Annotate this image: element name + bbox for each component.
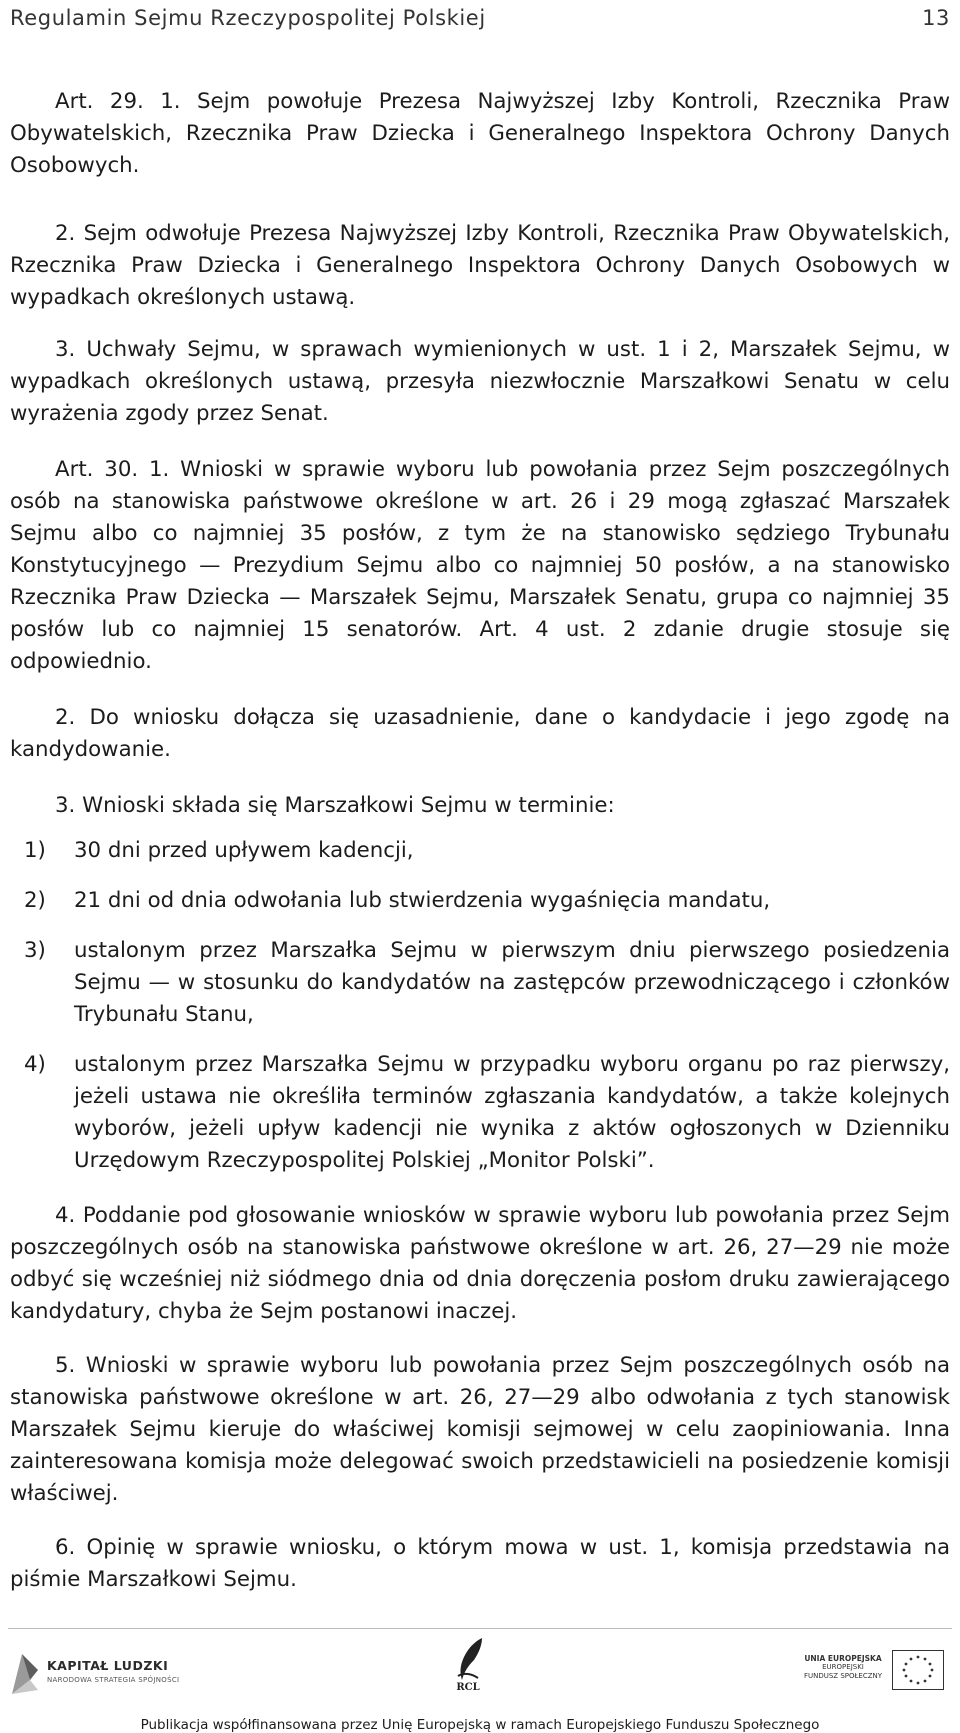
list-item-text: 21 dni od dnia odwołania lub stwierdzenia wygaśnięcia mandatu, [74,888,771,913]
art30-paragraph-6: 6. Opinię w sprawie wniosku, o którym mowa w ust. 1, komisja przedstawia na piśmie Marszałkowi Sejmu. [10,1535,950,1592]
logo-title: KAPITAŁ LUDZKI [47,1658,169,1673]
list-item [10,1049,950,1177]
document-body [10,86,950,1620]
eu-text [798,1654,888,1681]
art29-paragraph-3: 3. Uchwały Sejmu, w sprawach wymienionych w ust. 1 i 2, Marszałek Sejmu, w wypadkach określonych ustawą, przesyła niezwłocznie Marszałkowi Senatu w celu wyrażenia zgody przez Senat. [10,337,950,426]
page-footer [0,1628,960,1732]
list-item-text: ustalonym przez Marszałka Sejmu w pierwszym dniu pierwszego posiedzenia Sejmu — w stosunku do kandydatów na zastępców przewodniczącego i członków Trybunału Stanu, [74,938,950,1027]
page-header [10,3,950,33]
art30-paragraph-4: 4. Poddanie pod głosowanie wniosków w sprawie wyboru lub powołania przez Sejm poszczególnych osób na stanowiska państwowe określone w art. 26, 27—29 nie może odbyć się wcześniej niż siódmego dnia od dnia doręczenia posłom druku zawierającego kandydatury, chyba że Sejm postanowi inaczej. [10,1203,950,1324]
eu-logo [804,1650,954,1696]
list-item [10,835,950,867]
art29-paragraph-2: 2. Sejm odwołuje Prezesa Najwyższej Izby Kontroli, Rzecznika Praw Obywatelskich, Rzecznika Praw Dziecka i Generalnego Inspektora Ochrony Danych Osobowych w wypadkach określonych ustawą. [10,221,950,310]
kapital-ludzki-logo [8,1650,188,1698]
list-item-number: 3) [24,938,46,963]
art29-paragraph-1: Art. 29. 1. Sejm powołuje Prezesa Najwyższej Izby Kontroli, Rzecznika Praw Obywatelskich, Rzecznika Praw Dziecka i Generalnego Inspektora Ochrony Danych Osobowych. [10,89,950,178]
list-item-number: 2) [24,888,46,913]
eu-line-3: FUNDUSZ SPOŁECZNY [803,1672,883,1680]
document-title: Regulamin Sejmu Rzeczypospolitej Polskiej [10,6,486,30]
deadline-list [10,835,950,1177]
eu-line-1: UNIA EUROPEJSKA [804,1654,882,1663]
art30-paragraph-5: 5. Wnioski w sprawie wyboru lub powołania przez Sejm poszczególnych osób na stanowiska państwowe określone w art. 26, 27—29 albo odwołania z tych stanowisk Marszałek Sejmu kieruje do właściwej komisji sejmowej w celu zaopiniowania. Inna zainteresowana komisja może delegować swoich przedstawicieli na posiedzenie komisji właściwej. [10,1353,950,1506]
funding-note: Publikacja współfinansowana przez Unię Europejską w ramach Europejskiego Funduszu Społecznego [140,1717,820,1733]
page-number: 13 [922,6,950,30]
list-item [10,885,950,917]
rcl-logo [438,1636,498,1698]
list-item [10,935,950,1031]
art30-paragraph-2: 2. Do wniosku dołącza się uzasadnienie, dane o kandydacie i jego zgodę na kandydowanie. [10,705,950,762]
list-item-text: 30 dni przed upływem kadencji, [74,838,414,863]
list-item-text: ustalonym przez Marszałka Sejmu w przypadku wyboru organu po raz pierwszy, jeżeli ustawa nie określiła terminów zgłaszania kandydatów, a także kolejnych wyborów, jeżeli upływ kadencji nie wynika z aktów ogłoszonych w Dzienniku Urzędowym Rzeczypospolitej Polskiej „Monitor Polski”. [74,1052,950,1173]
kapital-ludzki-icon [8,1650,42,1696]
logo-subtitle: NARODOWA STRATEGIA SPÓJNOŚCI [47,1676,180,1684]
quill-pen-icon [438,1636,498,1682]
footer-divider [8,1628,952,1629]
list-item-number: 4) [24,1052,46,1077]
eu-flag-icon [892,1650,944,1690]
art30-paragraph-3: 3. Wnioski składa się Marszałkowi Sejmu w terminie: [55,793,615,818]
rcl-label: RCL [456,1682,480,1693]
list-item-number: 1) [24,838,46,863]
art30-paragraph-1: Art. 30. 1. Wnioski w sprawie wyboru lub powołania przez Sejm poszczególnych osób na stanowiska państwowe określone w art. 26 i 29 mogą zgłaszać Marszałek Sejmu albo co najmniej 35 posłów, z tym że na stanowisko sędziego Trybunału Konstytucyjnego — Prezydium Sejmu albo co najmniej 50 posłów, a na stanowisko Rzecznika Praw Dziecka — Marszałek Sejmu, Marszałek Senatu, grupa co najmniej 35 posłów lub co najmniej 15 senatorów. Art. 4 ust. 2 zdanie drugie stosuje się odpowiednio. [10,457,950,674]
eu-line-2: EUROPEJSKI [822,1663,864,1671]
